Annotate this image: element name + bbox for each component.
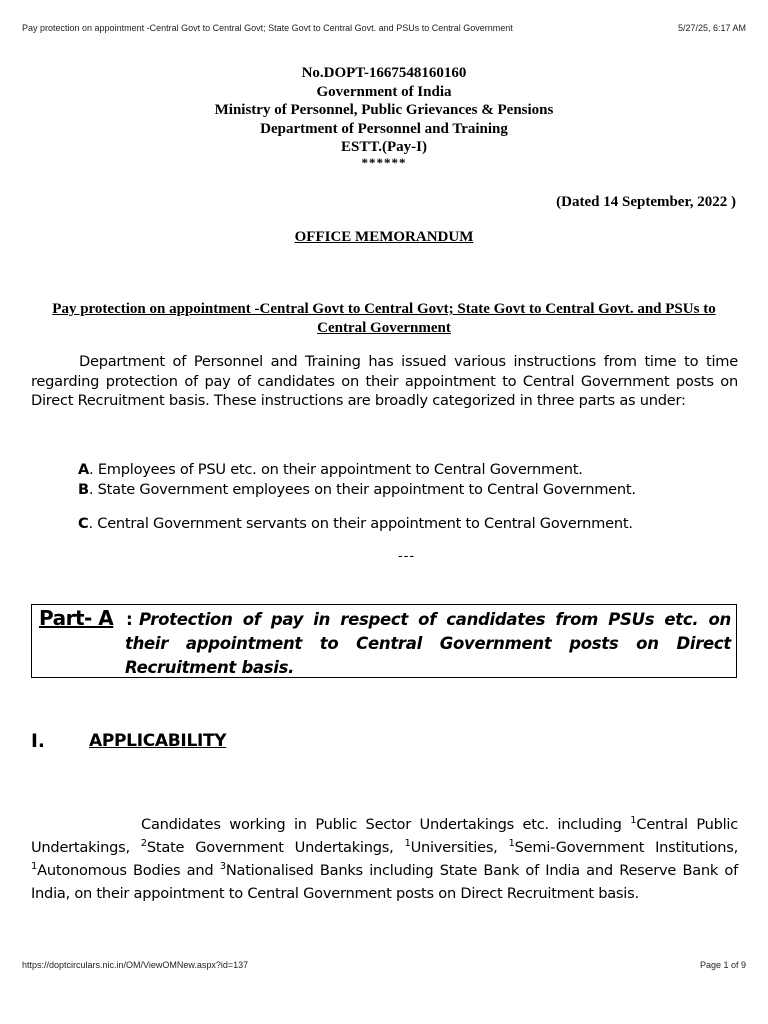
department-name: Department of Personnel and Training (260, 120, 508, 137)
footnote-marker: 1 (404, 838, 411, 849)
source-url: https://doptcirculars.nic.in/OM/ViewOMNew.aspx?id=137 (22, 960, 249, 970)
section-name: ESTT.(Pay-I) (341, 139, 427, 155)
part-a-box (31, 604, 737, 678)
print-footer (22, 960, 746, 970)
list-text-c: Central Government servants on their appointment to Central Government. (97, 515, 633, 532)
footnote-marker: 1 (508, 838, 515, 849)
applicability-text: Universities, (410, 839, 509, 856)
section-title: APPLICABILITY (89, 731, 227, 751)
part-a-label: Part- A (39, 606, 114, 630)
separator: --- (398, 549, 416, 564)
document-number: No.DOPT-1667548160160 (301, 65, 467, 81)
intro-paragraph: Department of Personnel and Training has issued various instructions from time to time regarding protection of pay of candidates on their appointment to Central Government posts on Direct Recruitment basis. These instructions are broadly categorized in three parts as under: (31, 353, 738, 409)
applicability-text: Candidates working in Public Sector Undertakings etc. including (141, 816, 631, 833)
print-header-title: Pay protection on appointment -Central Govt to Central Govt; State Govt to Central Govt. and PSUs to Central Government (22, 23, 513, 33)
part-a-text (125, 608, 731, 680)
part-a-colon: : (126, 610, 133, 630)
list-item-b: B. State Government employees on their appointment to Central Government. (78, 481, 636, 498)
applicability-text: State Government Undertakings, (146, 839, 405, 856)
list-text-b: State Government employees on their appointment to Central Government. (97, 481, 636, 498)
footnote-marker: 1 (31, 861, 38, 872)
letterhead (0, 64, 768, 168)
footnote-marker: 2 (140, 838, 147, 849)
list-text-a: Employees of PSU etc. on their appointment to Central Government. (97, 461, 583, 478)
footnote-marker: 3 (219, 861, 226, 872)
list-letter-b: B (78, 481, 89, 498)
document-date: (Dated 14 September, 2022 ) (556, 194, 736, 210)
applicability-text: Autonomous Bodies and (37, 862, 220, 879)
section-number: I. (31, 731, 45, 752)
government-name: Government of India (316, 83, 452, 100)
list-item-c: C. Central Government servants on their appointment to Central Government. (78, 515, 633, 532)
applicability-text: Semi-Government Institutions, (514, 839, 738, 856)
applicability-text: Central Public Undertakings, (31, 816, 739, 856)
stars-divider: ****** (361, 154, 407, 170)
print-header-datetime: 5/27/25, 6:17 AM (677, 23, 746, 33)
applicability-text: Nationalised Banks including State Bank of India and Reserve Bank of India, on their appointment to Central Government posts on Direct Recruitment basis. (31, 862, 738, 902)
office-memorandum-title: OFFICE MEMORANDUM (294, 229, 474, 245)
list-letter-a: A (78, 461, 90, 478)
ministry-name: Ministry of Personnel, Public Grievances & Pensions (214, 102, 554, 118)
subject-heading: Pay protection on appointment -Central Govt to Central Govt; State Govt to Central Govt. and PSUs to Central Government (52, 301, 716, 336)
part-a-description: Protection of pay in respect of candidates from PSUs etc. on their appointment to Central Government posts on Direct Recruitment basis. (125, 610, 731, 677)
list-item-a: A. Employees of PSU etc. on their appointment to Central Government. (78, 461, 583, 478)
footnote-marker: 1 (630, 815, 637, 826)
list-letter-c: C (78, 515, 89, 532)
applicability-paragraph (31, 813, 738, 905)
page-number: Page 1 of 9 (699, 960, 746, 970)
print-header (22, 23, 746, 33)
